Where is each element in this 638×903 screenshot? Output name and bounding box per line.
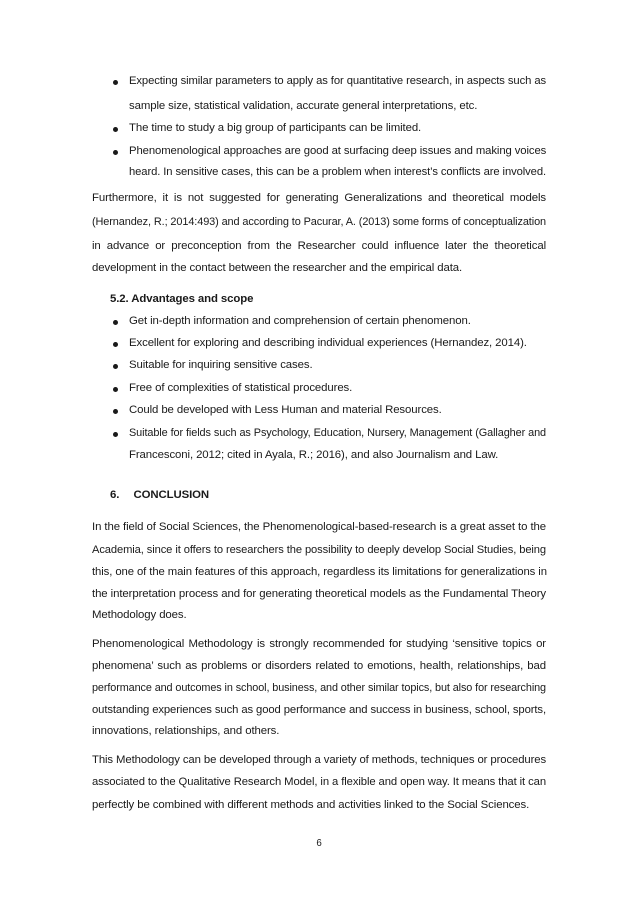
bullet-icon (113, 409, 118, 414)
list-item-line: Free of complexities of statistical procedures. (129, 382, 353, 394)
bullet-icon (113, 387, 118, 392)
section-title: Advantages and scope (131, 293, 254, 305)
bullet-icon (113, 150, 118, 155)
list-item-line: The time to study a big group of participants can be limited. (129, 122, 422, 134)
paragraph-line: innovations, relationships, and others. (92, 725, 280, 737)
bullet-icon (113, 320, 118, 325)
list-item-line: Excellent for exploring and describing individual experiences (Hernandez, 2014). (129, 337, 527, 349)
paragraph-line: Academia, since it offers to researchers the possibility to deeply develop Social Studies, being (92, 544, 546, 556)
section-number: 6. (110, 489, 120, 501)
section-title: CONCLUSION (133, 489, 210, 501)
section-heading-6 (110, 488, 209, 502)
bullet-icon (113, 127, 118, 132)
paragraph-line: performance and outcomes in school, business, and other similar topics, but also for researching (92, 682, 546, 694)
paragraph-line: (Hernandez, R.; 2014:493) and according to Pacurar, A. (2013) some forms of conceptualization (92, 216, 546, 228)
paragraph-line: this, one of the main features of this approach, regardless its limitations for generalizations in (92, 566, 547, 578)
paragraph-line: in advance or preconception from the Researcher could influence later the theoretical (92, 240, 546, 252)
list-item-line: Phenomenological approaches are good at surfacing deep issues and making voices (129, 145, 547, 157)
page-number: 6 (316, 838, 322, 849)
paragraph-line: development in the contact between the researcher and the empirical data. (92, 262, 463, 274)
list-item-line: heard. In sensitive cases, this can be a problem when interest’s conflicts are involved. (129, 166, 546, 178)
list-item-line: sample size, statistical validation, accurate general interpretations, etc. (129, 100, 478, 112)
section-number: 5.2. (110, 293, 129, 305)
list-item-line: Could be developed with Less Human and material Resources. (129, 404, 442, 416)
list-item-line: Francesconi, 2012; cited in Ayala, R.; 2016), and also Journalism and Law. (129, 449, 499, 461)
bullet-icon (113, 80, 118, 85)
paragraph-line: associated to the Qualitative Research Model, in a flexible and open way. It means that it can (92, 776, 546, 788)
section-heading-5-2 (110, 292, 253, 306)
paragraph-line: Methodology does. (92, 609, 187, 621)
paragraph-line: outstanding experiences such as good performance and success in business, school, sports, (92, 704, 546, 716)
list-item-line: Get in-depth information and comprehension of certain phenomenon. (129, 315, 471, 327)
paragraph-line: the interpretation process and for generating theoretical models as the Fundamental Theory (92, 588, 546, 600)
bullet-icon (113, 342, 118, 347)
paragraph-line: Furthermore, it is not suggested for generating Generalizations and theoretical models (92, 192, 546, 204)
paragraph-line: In the field of Social Sciences, the Phenomenological-based-research is a great asset to the (92, 521, 546, 533)
paragraph-line: Phenomenological Methodology is strongly recommended for studying ‘sensitive topics or (92, 638, 546, 650)
list-item-line: Suitable for inquiring sensitive cases. (129, 359, 313, 371)
list-item-line: Suitable for fields such as Psychology, Education, Nursery, Management (Gallagher and (129, 427, 546, 439)
paragraph-line: phenomena’ such as problems or disorders related to emotions, health, relationships, bad (92, 660, 546, 672)
paragraph-line: perfectly be combined with different methods and activities linked to the Social Sciences. (92, 799, 530, 811)
paragraph-line: This Methodology can be developed through a variety of methods, techniques or procedures (92, 754, 547, 766)
bullet-icon (113, 432, 118, 437)
list-item-line: Expecting similar parameters to apply as for quantitative research, in aspects such as (129, 75, 546, 87)
bullet-icon (113, 364, 118, 369)
